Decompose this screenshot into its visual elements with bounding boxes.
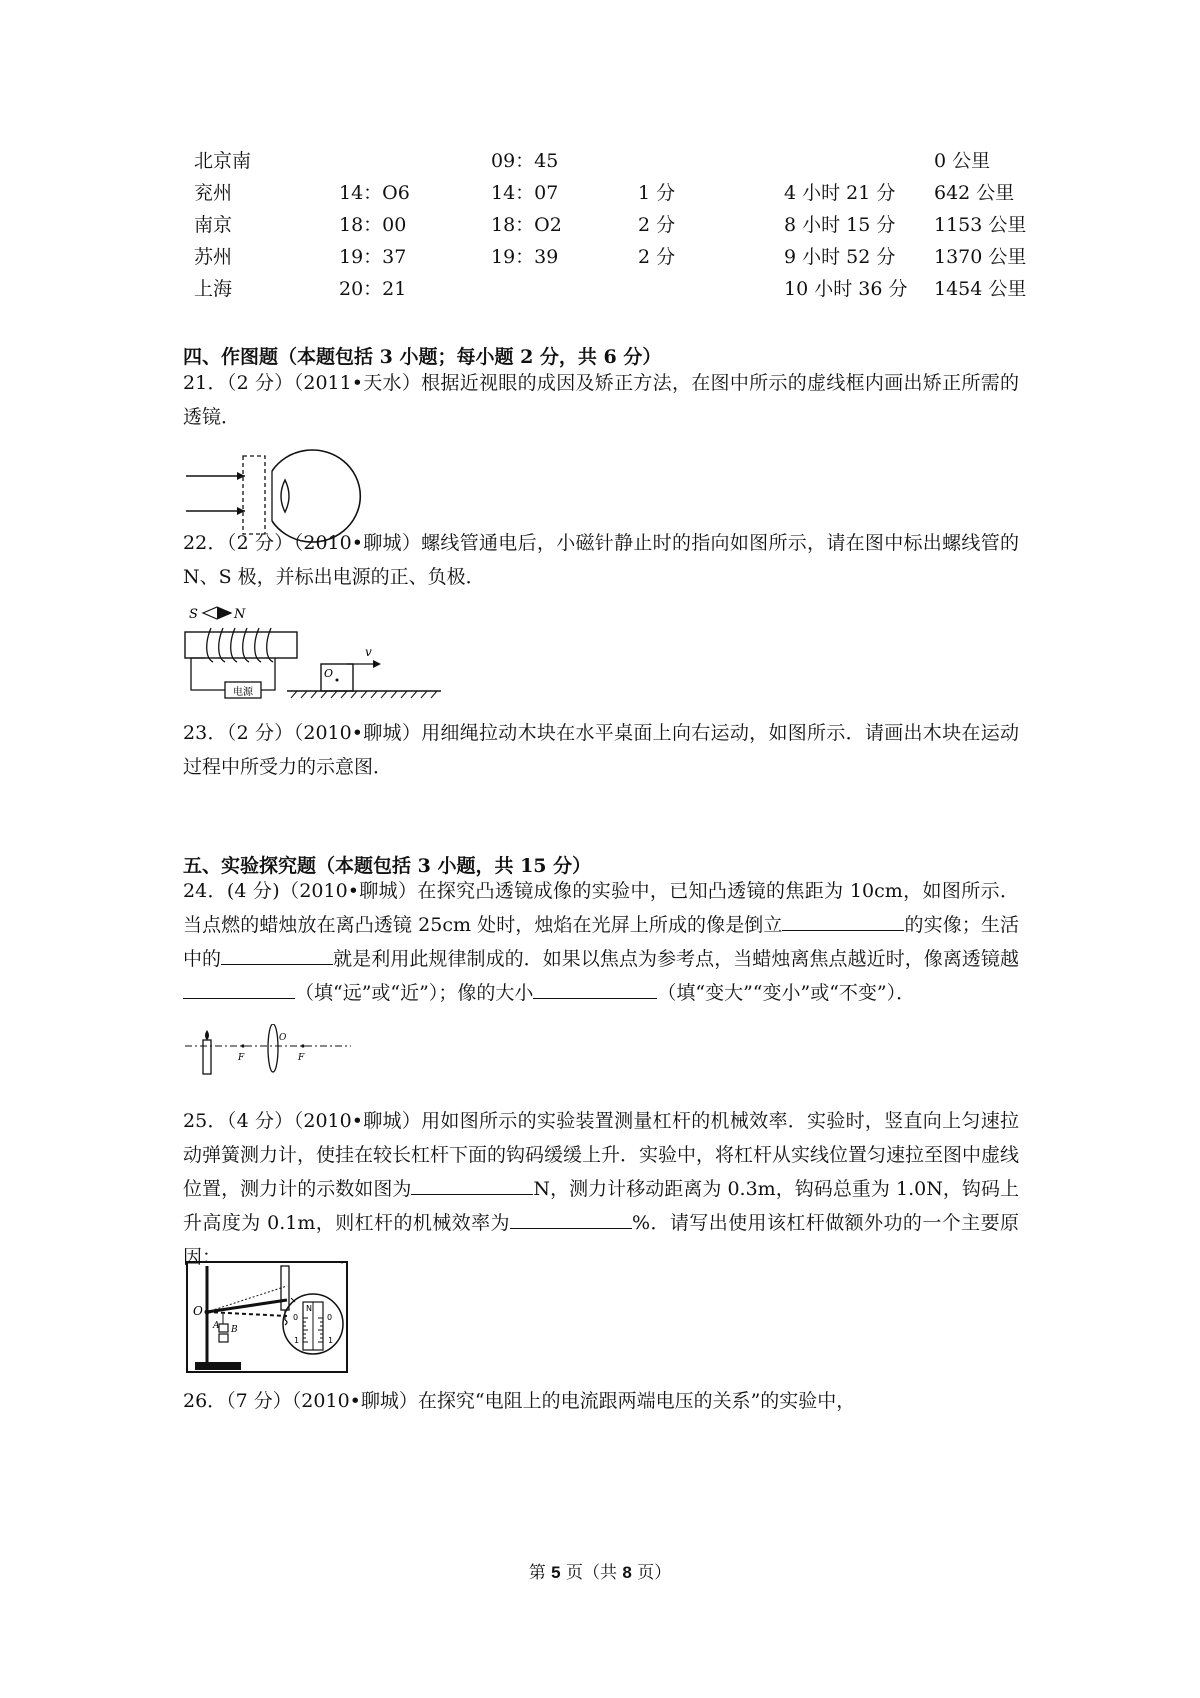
table-cell: 9 小时 52 分 (784, 246, 896, 268)
question-23-text: 23．（2 分）（2010•聊城）用细绳拉动木块在水平桌面上向右运动，如图所示．请画出木块在运动过程中所受力的示意图． (183, 722, 1019, 778)
point-b-label: B (231, 1325, 238, 1335)
table-cell: 2 分 (638, 214, 676, 236)
table-cell: 北京南 (194, 150, 252, 172)
focus-left-label: F (238, 1053, 245, 1063)
q24-text-3: 就是利用此规律制成的．如果以焦点为参考点，当蜡烛离焦点越近时，像离透镜越 (333, 948, 1019, 970)
solenoid-coil (207, 628, 273, 662)
page-footer: 第 5 页（共 8 页） (528, 1563, 672, 1583)
table-cell: 1153 公里 (934, 214, 1027, 236)
lever-solid (207, 1300, 287, 1312)
spring-scale-icon (281, 1266, 289, 1310)
question-23 (183, 716, 1019, 784)
question-24 (183, 874, 1019, 1010)
table-cell: 0 公里 (934, 150, 991, 172)
table-cell: 19：37 (339, 246, 407, 268)
point-a-label: A (213, 1321, 220, 1331)
table-cell: 兖州 (194, 182, 233, 204)
candle-flame-icon (205, 1030, 209, 1040)
compass-n-label: N (234, 607, 246, 622)
table-cell: 苏州 (194, 246, 233, 268)
table-cell: 8 小时 15 分 (784, 214, 896, 236)
answer-blank[interactable] (221, 942, 333, 965)
q25-text-1: 25．（4 分）（2010•聊城）用如图所示的实验装置测量杠杆的机械效率．实验时，竖直向上匀速拉动弹簧测力计，使挂在较长杠杆下面的钩码缓缓上升．实验中，将杠杆从实线位置匀速拉至图中虚线位置，测力计的示数如图为 (183, 1110, 1020, 1200)
question-21-text: 21．（2 分）（2011•天水）根据近视眼的成因及矫正方法，在图中所示的虚线框内画出矫正所需的透镜． (183, 372, 1019, 428)
question-22-text: 22．（2 分）（2010•聊城）螺线管通电后，小磁针静止时的指向如图所示，请在图中标出螺线管的 N、S 极，并标出电源的正、负极． (183, 532, 1019, 588)
table-cell: 18：O2 (491, 214, 562, 236)
q25-text-4: ． (339, 1246, 359, 1268)
lever-dashed (207, 1312, 287, 1316)
answer-blank[interactable] (510, 1206, 632, 1229)
candle-icon (203, 1040, 211, 1074)
table-cell: 4 小时 21 分 (784, 182, 896, 204)
q24-text-5: （填“变大”“变小”或“不变”）． (657, 982, 916, 1004)
solenoid-and-block-figure (183, 602, 443, 702)
convex-lens-figure (183, 1024, 353, 1080)
lever-efficiency-figure (183, 1258, 351, 1376)
table-row (0, 246, 1200, 276)
question-26-text: 26．（7 分）（2010•聊城）在探究“电阻上的电流跟两端电压的关系”的实验中， (183, 1390, 856, 1412)
eye-lens (281, 480, 289, 512)
scale-zero-left: 0 (293, 1313, 299, 1322)
q24-text-2: 的实像；生活中的 (183, 914, 1019, 970)
table-row (0, 150, 1200, 180)
scale-zero-right: 0 (327, 1313, 333, 1322)
table-cell: 1370 公里 (934, 246, 1027, 268)
table-row (0, 278, 1200, 308)
section-title: 五、实验探究题（本题包括 3 小题，共 15 分） (183, 855, 592, 877)
q24-text-4: （填“远”或“近”）；像的大小 (295, 982, 534, 1004)
table-cell: 1 分 (638, 182, 676, 204)
table-cell: 09：45 (491, 150, 559, 172)
table-row (0, 214, 1200, 244)
table-cell: 19：39 (491, 246, 559, 268)
compass-s-label: S (189, 607, 198, 622)
table-cell: 2 分 (638, 246, 676, 268)
velocity-label: v (365, 645, 372, 659)
current-page-number: 5 (551, 1563, 561, 1582)
stand-base (195, 1362, 241, 1370)
power-source-label: 电源 (233, 687, 253, 698)
q24-text-1: 24．(4 分)（2010•聊城）在探究凸透镜成像的实验中，已知凸透镜的焦距为 10cm，如图所示．当点燃的蜡烛放在离凸透镜 25cm 处时，烛焰在光屏上所成的像是倒立 (183, 880, 1019, 936)
table-cell: 南京 (194, 214, 233, 236)
scale-one-left: 1 (294, 1336, 300, 1345)
answer-blank[interactable] (533, 976, 657, 999)
table-cell: 10 小时 36 分 (784, 278, 908, 300)
pivot-o-label: O (193, 1304, 203, 1318)
table-row (0, 182, 1200, 212)
focus-right-label: F (298, 1053, 305, 1063)
table-cell: 上海 (194, 278, 233, 300)
table-cell: 18：00 (339, 214, 407, 236)
table-cell: 1454 公里 (934, 278, 1027, 300)
answer-blank[interactable] (411, 1172, 533, 1195)
section-title: 四、作图题（本题包括 3 小题；每小题 2 分，共 6 分） (183, 346, 662, 368)
answer-blank[interactable] (183, 976, 295, 999)
question-22 (183, 526, 1019, 594)
q25-text-3: %．请写出使用该杠杆做额外功的一个主要原因： (183, 1212, 1019, 1268)
block-o-label: O (324, 667, 334, 680)
table-cell: 14：O6 (339, 182, 410, 204)
table-cell: 20：21 (339, 278, 407, 300)
total-page-count: 8 (622, 1563, 632, 1582)
answer-blank[interactable] (782, 908, 904, 931)
convex-lens-icon (268, 1024, 278, 1072)
question-26 (183, 1384, 1019, 1418)
dashed-lens-box (243, 456, 265, 534)
scale-n-label: N (306, 1304, 312, 1313)
question-21 (183, 366, 1019, 434)
table-cell: 14：07 (491, 182, 559, 204)
table-cell: 642 公里 (934, 182, 1015, 204)
hook-weight-icon (219, 1324, 228, 1332)
q25-text-2: N，测力计移动距离为 0.3m，钩码总重为 1.0N，钩码上升高度为 0.1m，则杠杆的机械效率为 (183, 1178, 1019, 1234)
question-25 (183, 1104, 1019, 1274)
scale-one-right: 1 (328, 1336, 334, 1345)
solenoid-core (185, 632, 297, 658)
lens-center-label: O (279, 1033, 287, 1043)
